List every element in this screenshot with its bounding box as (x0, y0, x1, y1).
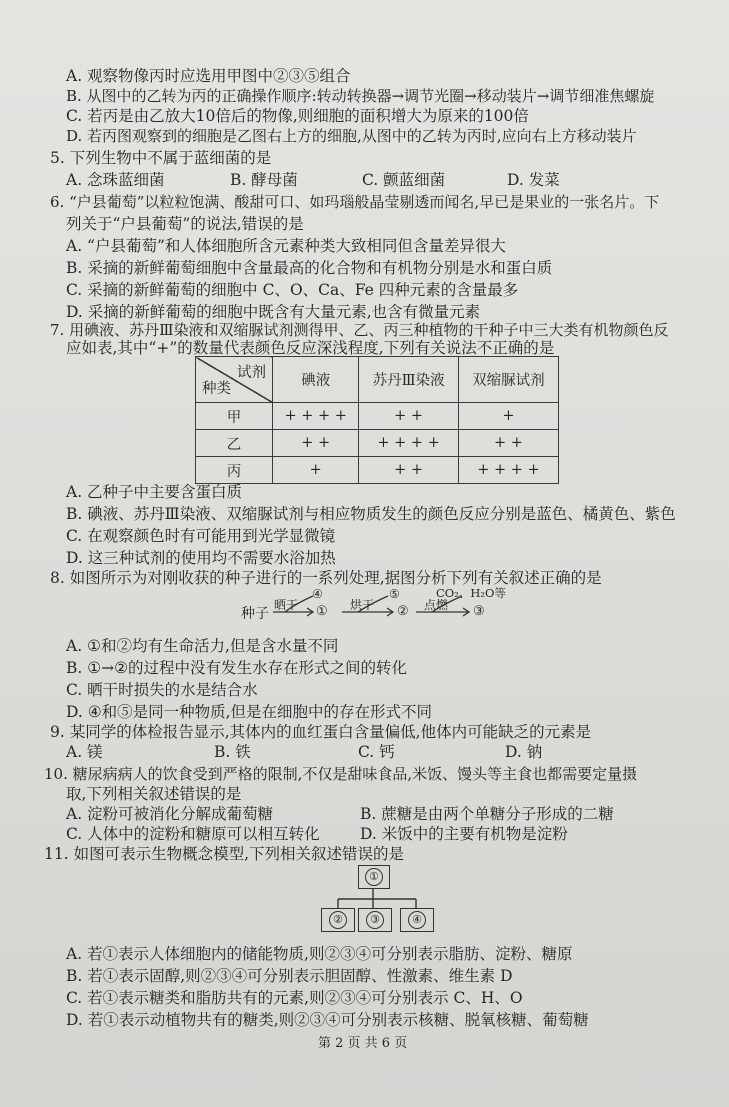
q11-option-b: B. 若①表示固醇,则②③④可分别表示胆固醇、性激素、维生素 D (66, 967, 513, 985)
row-label: 丙 (196, 457, 273, 484)
q10-option-d: D. 米饭中的主要有机物是淀粉 (360, 825, 568, 843)
q4-option-a: A. 观察物像丙时应选用甲图中②③⑤组合 (66, 67, 351, 85)
q4-option-b: B. 从图中的乙转为丙的正确操作顺序:转动转换器→调节光圈→移动装片→调节细准焦螺旋 (66, 87, 655, 105)
q11-option-d: D. 若①表示动植物共有的糖类,则②③④可分别表示核糖、脱氧核糖、葡萄糖 (66, 1011, 589, 1029)
q5-option-d: D. 发菜 (507, 171, 560, 189)
products-label: CO₂、H₂O等 (436, 586, 506, 600)
q5-stem: 5. 下列生物中不属于蓝细菌的是 (50, 149, 272, 167)
table-cell: + (273, 457, 359, 484)
num-5: ⑤ (389, 587, 400, 601)
q9-option-b: B. 铁 (214, 743, 251, 761)
bake-dry-label: 烘干 (350, 598, 375, 612)
concept-label-1: ① (365, 868, 383, 886)
page-footer: 第 2 页 共 6 页 (318, 1036, 408, 1051)
q11-stem: 11. 如图可表示生物概念模型,下列相关叙述错误的是 (44, 845, 405, 863)
q7-stem-line2: 应如表,其中“+”的数量代表颜色反应深浅程度,下列有关说法不正确的是 (66, 339, 555, 357)
table-cell: + + (359, 457, 458, 484)
header-biuret: 双缩脲试剂 (458, 357, 558, 403)
q6-option-b: B. 采摘的新鲜葡萄细胞中含量最高的化合物和有机物分别是水和蛋白质 (66, 259, 553, 277)
q10-stem-line2: 取,下列相关叙述错误的是 (66, 785, 242, 803)
ignite-label: 点燃 (424, 598, 449, 612)
q8-stem: 8. 如图所示为对刚收获的种子进行的一系列处理,据图分析下列有关叙述正确的是 (50, 569, 602, 587)
q5-option-a: A. 念珠蓝细菌 (66, 171, 165, 189)
table-cell: + + (458, 430, 558, 457)
q9-option-c: C. 钙 (358, 743, 395, 761)
q10-option-b: B. 蔗糖是由两个单糖分子形成的二糖 (360, 805, 614, 823)
row-label: 甲 (196, 403, 273, 430)
q7-option-c: C. 在观察颜色时有可能用到光学显微镜 (66, 527, 336, 545)
q7-stem-line1: 7. 用碘液、苏丹Ⅲ染液和双缩脲试剂测得甲、乙、丙三种植物的干种子中三大类有机物颜色反 (50, 321, 669, 339)
q7-option-b: B. 碘液、苏丹Ⅲ染液、双缩脲试剂与相应物质发生的颜色反应分别是蓝色、橘黄色、紫色 (66, 505, 676, 523)
num-3: ③ (473, 604, 485, 619)
q8-option-b: B. ①→②的过程中没有发生水存在形式之间的转化 (66, 659, 408, 677)
table-cell: + + (359, 403, 458, 430)
q9-option-a: A. 镁 (66, 743, 103, 761)
q10-option-c: C. 人体中的淀粉和糖原可以相互转化 (66, 825, 320, 843)
concept-label-4: ④ (408, 911, 426, 929)
concept-box-2 (321, 908, 355, 932)
q11-option-a: A. 若①表示人体细胞内的储能物质,则②③④可分别表示脂肪、淀粉、糖原 (66, 945, 573, 963)
q4-option-d: D. 若丙图观察到的细胞是乙图右上方的细胞,从图中的乙转为丙时,应向右上方移动装片 (66, 127, 637, 145)
num-1: ① (316, 604, 328, 619)
q9-option-d: D. 钠 (505, 743, 543, 761)
concept-label-2: ② (329, 911, 347, 929)
table-cell: + + + + (359, 430, 458, 457)
q7-option-a: A. 乙种子中主要含蛋白质 (66, 483, 243, 501)
sun-dry-label: 晒干 (274, 598, 299, 612)
table-cell: + + + + (458, 457, 558, 484)
q6-option-a: A. “户县葡萄”和人体细胞所含元素种类大致相同但含量差异很大 (66, 237, 506, 255)
q4-option-c: C. 若丙是由乙放大10倍后的物像,则细胞的面积增大为原来的100倍 (66, 107, 529, 125)
q5-option-b: B. 酵母菌 (230, 171, 298, 189)
concept-label-3: ③ (366, 911, 384, 929)
table-cell: + + + + (273, 403, 359, 430)
q8-option-a: A. ①和②均有生命活力,但是含水量不同 (66, 637, 339, 655)
q7-option-d: D. 这三种试剂的使用均不需要水浴加热 (66, 549, 336, 567)
table-cell: + (458, 403, 558, 430)
q5-option-c: C. 颤蓝细菌 (362, 171, 446, 189)
header-iodine: 碘液 (273, 357, 359, 403)
q8-option-d: D. ④和⑤是同一种物质,但是在细胞中的存在形式不同 (66, 703, 433, 721)
q6-stem-line1: 6. “户县葡萄”以粒粒饱满、酸甜可口、如玛瑙般晶莹剔透而闻名,早已是果业的一张名片。下 (50, 193, 660, 211)
num-4: ④ (312, 587, 323, 601)
header-sudan: 苏丹Ⅲ染液 (359, 357, 458, 403)
seed-label: 种子 (241, 606, 269, 622)
q10-option-a: A. 淀粉可被消化分解成葡萄糖 (66, 805, 274, 823)
table-cell: + + (273, 430, 359, 457)
q6-stem-line2: 列关于“户县葡萄”的说法,错误的是 (66, 215, 304, 233)
q11-option-c: C. 若①表示糖类和脂肪共有的元素,则②③④可分别表示 C、H、O (66, 989, 523, 1007)
row-label: 乙 (196, 430, 273, 457)
corner-label-type: 种类 (202, 381, 231, 397)
concept-box-3 (358, 908, 392, 932)
q9-stem: 9. 某同学的体检报告显示,其体内的血红蛋白含量偏低,他体内可能缺乏的元素是 (50, 723, 592, 741)
num-2: ② (397, 604, 409, 619)
concept-box-4 (400, 908, 434, 932)
corner-label-reagent: 试剂 (237, 365, 266, 381)
q6-option-c: C. 采摘的新鲜葡萄的细胞中 C、O、Ca、Fe 四种元素的含量最多 (66, 281, 519, 299)
q6-option-d: D. 采摘的新鲜葡萄的细胞中既含有大量元素,也含有微量元素 (66, 303, 481, 321)
q8-option-c: C. 晒干时损失的水是结合水 (66, 681, 258, 699)
q10-stem-line1: 10. 糖尿病病人的饮食受到严格的限制,不仅是甜味食品,米饭、馒头等主食也都需要定量摄 (44, 765, 638, 783)
